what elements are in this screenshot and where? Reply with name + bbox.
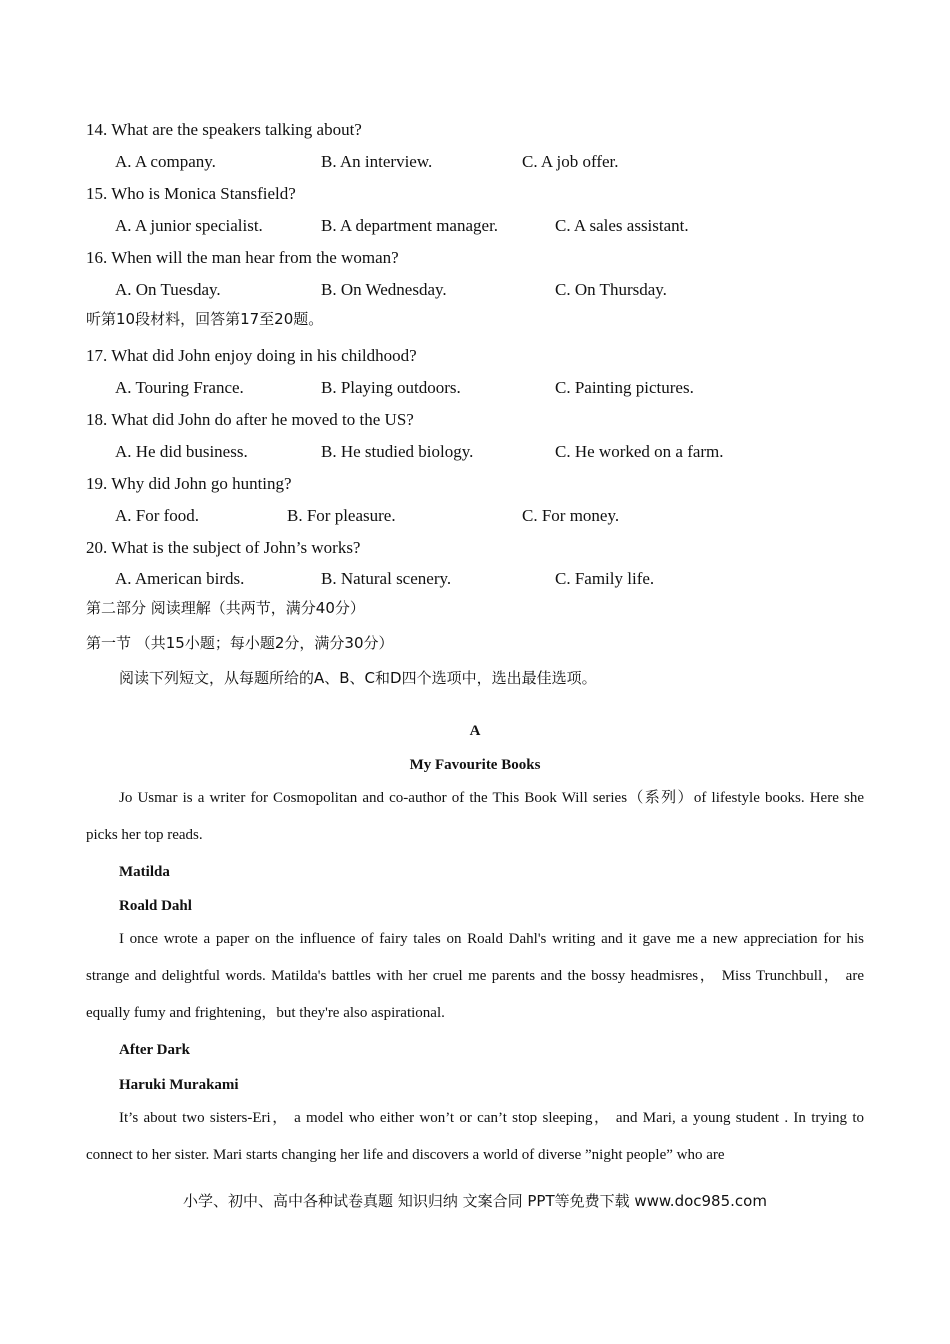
- book-1-title: Matilda: [119, 864, 170, 880]
- question-19-option-c: C. For money.: [522, 506, 620, 525]
- book-2-title: After Dark: [119, 1042, 190, 1058]
- question-17-stem: 17. What did John enjoy doing in his childhood?: [86, 346, 417, 365]
- question-14-option-b: B. An interview.: [321, 152, 433, 171]
- question-19-option-a: A. For food.: [115, 506, 200, 525]
- question-15-option-b: B. A department manager.: [321, 216, 499, 235]
- book-2-author: Haruki Murakami: [119, 1077, 239, 1093]
- question-16-stem: 16. When will the man hear from the woman?: [86, 248, 399, 267]
- page-footer: 小学、初中、高中各种试卷真题 知识归纳 文案合同 PPT等免费下载 www.doc985.com: [183, 1192, 767, 1210]
- question-14-option-c: C. A job offer.: [522, 152, 619, 171]
- question-18-stem: 18. What did John do after he moved to the US?: [86, 410, 414, 429]
- part2-title: 第二部分 阅读理解（共两节，满分40分）: [86, 599, 365, 617]
- question-15-stem: 15. Who is Monica Stansfield?: [86, 184, 296, 203]
- book-1-author: Roald Dahl: [119, 898, 192, 914]
- question-16-option-b: B. On Wednesday.: [321, 280, 447, 299]
- question-15-option-a: A. A junior specialist.: [115, 216, 263, 235]
- question-18-option-c: C. He worked on a farm.: [555, 442, 724, 461]
- question-14-stem: 14. What are the speakers talking about?: [86, 120, 362, 139]
- question-19-option-b: B. For pleasure.: [287, 506, 396, 525]
- question-18-option-b: B. He studied biology.: [321, 442, 474, 461]
- book-2-text: It’s about two sisters-Eri， a model who either won’t or can’t stop sleeping， and Mari, a young student . In trying to connect to her sister. Mari starts changing her life and discovers a world of diverse ”night people” who are: [86, 1110, 864, 1163]
- book-2-review: [86, 1100, 864, 1174]
- question-20-option-a: A. American birds.: [115, 569, 245, 588]
- question-17-option-a: A. Touring France.: [115, 378, 244, 397]
- question-17-option-b: B. Playing outdoors.: [321, 378, 461, 397]
- passage-intro: [86, 780, 864, 854]
- section1-title: 第一节 （共15小题；每小题2分，满分30分）: [86, 634, 394, 652]
- intro-paragraph: Jo Usmar is a writer for Cosmopolitan and co-author of the This Book Will series（系列）of lifestyle books. Here she picks her top reads.: [86, 790, 864, 843]
- book-1-text: I once wrote a paper on the influence of fairy tales on Roald Dahl's writing and it gave me a new appreciation for his strange and delightful words. Matilda's battles with her cruel me parents and the bossy headmisres， Miss Trunchbull， are equally fumy and frightening，but they're also aspirational.: [86, 931, 864, 1021]
- question-17-option-c: C. Painting pictures.: [555, 378, 694, 397]
- instruction-17-20: 听第10段材料，回答第17至20题。: [86, 310, 324, 328]
- question-16-option-a: A. On Tuesday.: [115, 280, 221, 299]
- question-20-option-b: B. Natural scenery.: [321, 569, 452, 588]
- question-18-option-a: A. He did business.: [115, 442, 248, 461]
- question-15-option-c: C. A sales assistant.: [555, 216, 689, 235]
- question-16-option-c: C. On Thursday.: [555, 280, 667, 299]
- question-20-stem: 20. What is the subject of John’s works?: [86, 538, 361, 557]
- book-1-review: [86, 921, 864, 1032]
- question-20-option-c: C. Family life.: [555, 569, 655, 588]
- question-14-option-a: A. A company.: [115, 152, 216, 171]
- passage-title: My Favourite Books: [409, 757, 541, 773]
- passage-label: A: [469, 723, 481, 739]
- section1-instruction: 阅读下列短文，从每题所给的A、B、C和D四个选项中，选出最佳选项。: [119, 669, 597, 687]
- question-19-stem: 19. Why did John go hunting?: [86, 474, 292, 493]
